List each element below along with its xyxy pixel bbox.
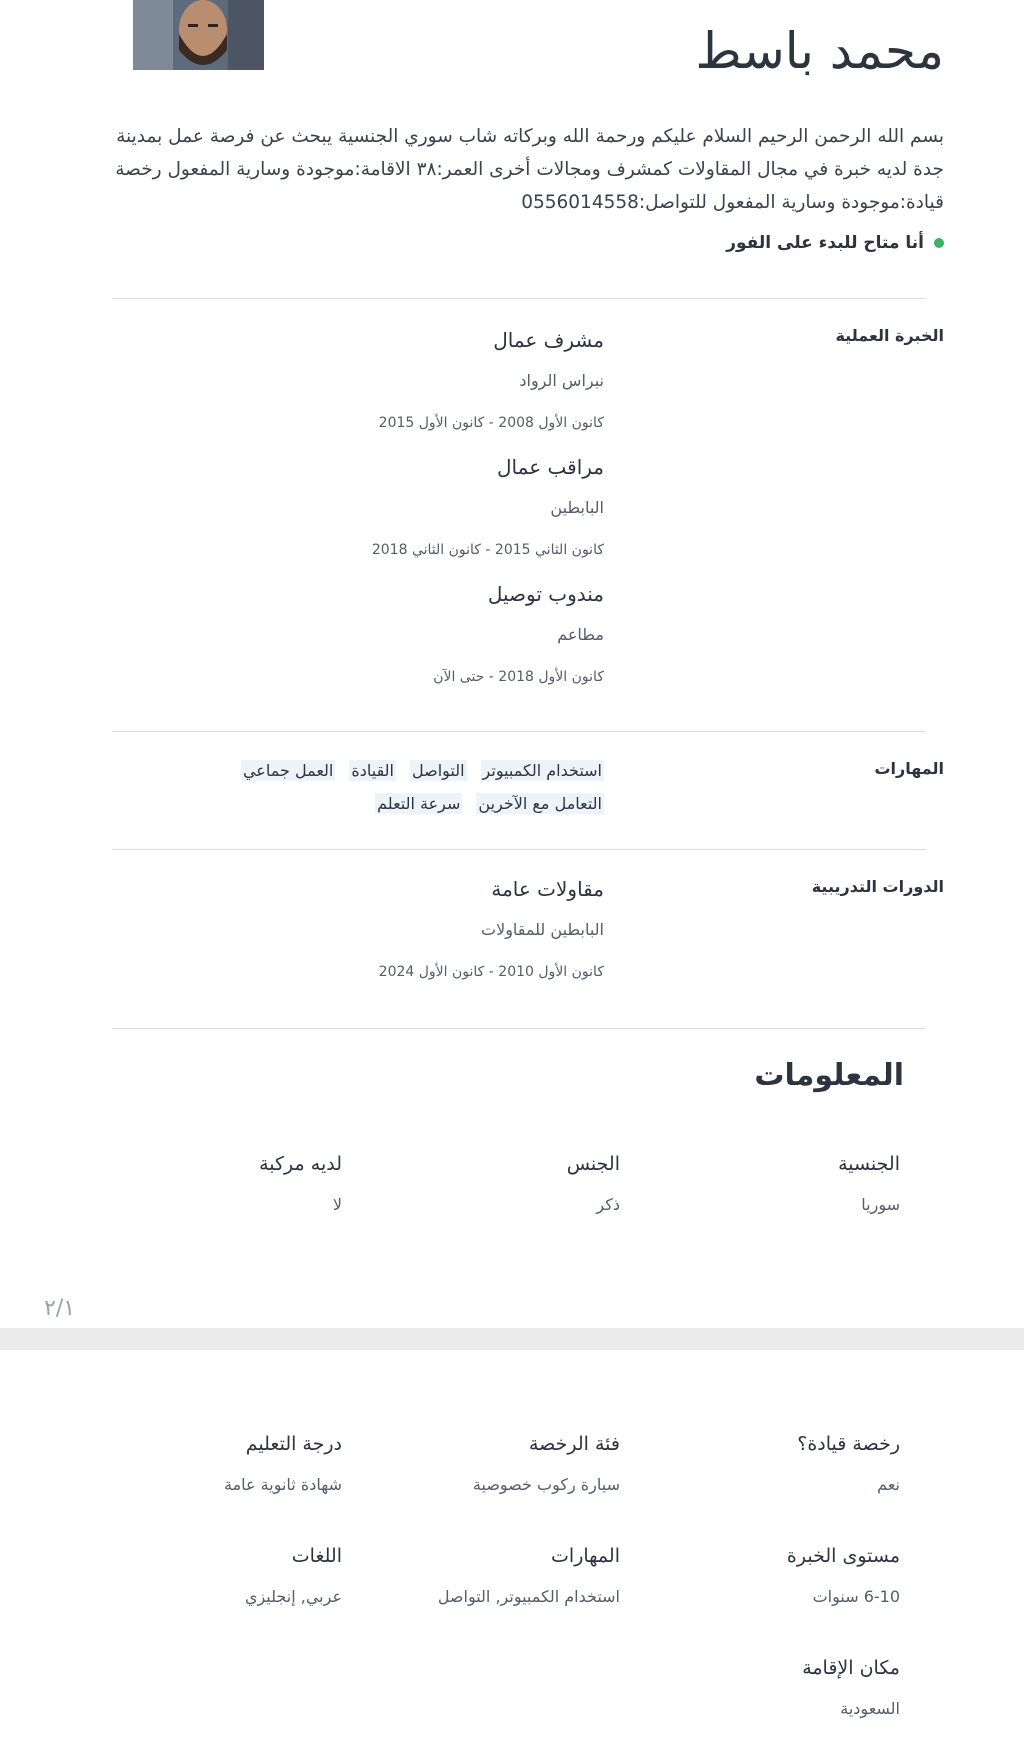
info-field-vehicle — [259, 1143, 342, 1225]
company-name: مطاعم — [557, 625, 604, 644]
info-value: شهادة ثانوية عامة — [224, 1475, 342, 1494]
info-label: الجنسية — [838, 1153, 900, 1175]
skills-list — [129, 760, 604, 814]
info-field-driving-license — [797, 1423, 900, 1505]
info-value: لا — [332, 1195, 342, 1214]
avatar — [133, 0, 264, 70]
date-range: كانون الثاني 2015 - كانون الثاني 2018 — [371, 542, 604, 558]
experience-item — [174, 320, 604, 444]
info-label: المهارات — [551, 1545, 620, 1567]
experience-section-title: الخبرة العملية — [835, 326, 944, 345]
info-label: لديه مركبة — [259, 1153, 342, 1175]
experience-item — [174, 447, 604, 571]
availability-label: أنا متاح للبدء على الفور — [726, 233, 924, 253]
course-item — [174, 869, 604, 993]
company-name: البابطين — [550, 498, 604, 517]
info-label: اللغات — [291, 1545, 342, 1567]
info-value: 6-10 سنوات — [812, 1587, 900, 1606]
info-label: الجنس — [566, 1153, 620, 1175]
page-number: ٢/١ — [44, 1296, 76, 1321]
divider — [112, 1028, 926, 1029]
profile-summary: بسم الله الرحمن الرحيم السلام عليكم ورحمة الله وبركاته شاب سوري الجنسية يبحث عن فرصة عمل بمدينة جدة لديه خبرة في مجال المقاولات كمشرف ومجالات أخرى العمر:٣٨ الاقامة:موجودة وسارية المفعول رخصة قيادة:موجودة وسارية المفعول للتواصل:0556014558 — [115, 126, 944, 213]
info-value: استخدام الكمبيوتر, التواصل — [437, 1587, 620, 1606]
skill-tag: التعامل مع الآخرين — [478, 794, 602, 813]
divider — [112, 849, 926, 850]
course-title: مقاولات عامة — [491, 877, 604, 901]
job-title: مشرف عمال — [493, 328, 604, 352]
info-value: السعودية — [840, 1699, 900, 1718]
skill-tag: استخدام الكمبيوتر — [482, 761, 602, 780]
job-title: مندوب توصيل — [487, 582, 604, 606]
info-field-experience-level — [787, 1535, 900, 1617]
availability-status — [726, 233, 944, 253]
date-range: كانون الأول 2018 - حتى الآن — [433, 669, 604, 685]
skill-tag: العمل جماعي — [242, 761, 334, 780]
status-dot-icon — [934, 238, 944, 248]
info-value: نعم — [877, 1475, 900, 1494]
info-field-education — [224, 1423, 342, 1505]
info-label: درجة التعليم — [245, 1433, 342, 1455]
company-name: نبراس الرواد — [519, 371, 604, 390]
info-label: مكان الإقامة — [802, 1657, 900, 1679]
divider — [112, 298, 926, 299]
skills-section-title: المهارات — [874, 759, 944, 778]
job-title: مراقب عمال — [497, 455, 604, 479]
profile-photo-icon — [133, 0, 264, 70]
info-label: فئة الرخصة — [528, 1433, 620, 1455]
candidate-name: محمد باسط — [695, 22, 944, 80]
courses-section-title: الدورات التدريبية — [811, 877, 944, 896]
date-range: كانون الأول 2008 - كانون الأول 2015 — [378, 415, 604, 431]
info-value: ذكر — [596, 1195, 620, 1214]
skill-tag: التواصل — [411, 761, 465, 780]
info-field-skills — [438, 1535, 620, 1617]
date-range: كانون الأول 2010 - كانون الأول 2024 — [378, 964, 604, 980]
experience-item — [174, 574, 604, 698]
page-separator — [0, 1328, 1024, 1350]
info-value: عربي, إنجليزي — [244, 1587, 342, 1606]
skill-tag: القيادة — [351, 761, 394, 780]
info-value: سيارة ركوب خصوصية — [472, 1475, 620, 1494]
info-field-languages — [245, 1535, 342, 1617]
course-provider: البابطين للمقاولات — [481, 920, 604, 939]
info-value: سوريا — [861, 1195, 900, 1214]
info-label: مستوى الخبرة — [786, 1545, 900, 1567]
info-field-gender — [567, 1143, 620, 1225]
skill-tag: سرعة التعلم — [377, 794, 461, 813]
info-label: رخصة قيادة؟ — [797, 1433, 900, 1455]
info-field-residence — [802, 1647, 900, 1729]
info-section-title: المعلومات — [754, 1058, 904, 1093]
divider — [112, 731, 926, 732]
info-field-license-category — [473, 1423, 620, 1505]
info-field-nationality — [838, 1143, 900, 1225]
